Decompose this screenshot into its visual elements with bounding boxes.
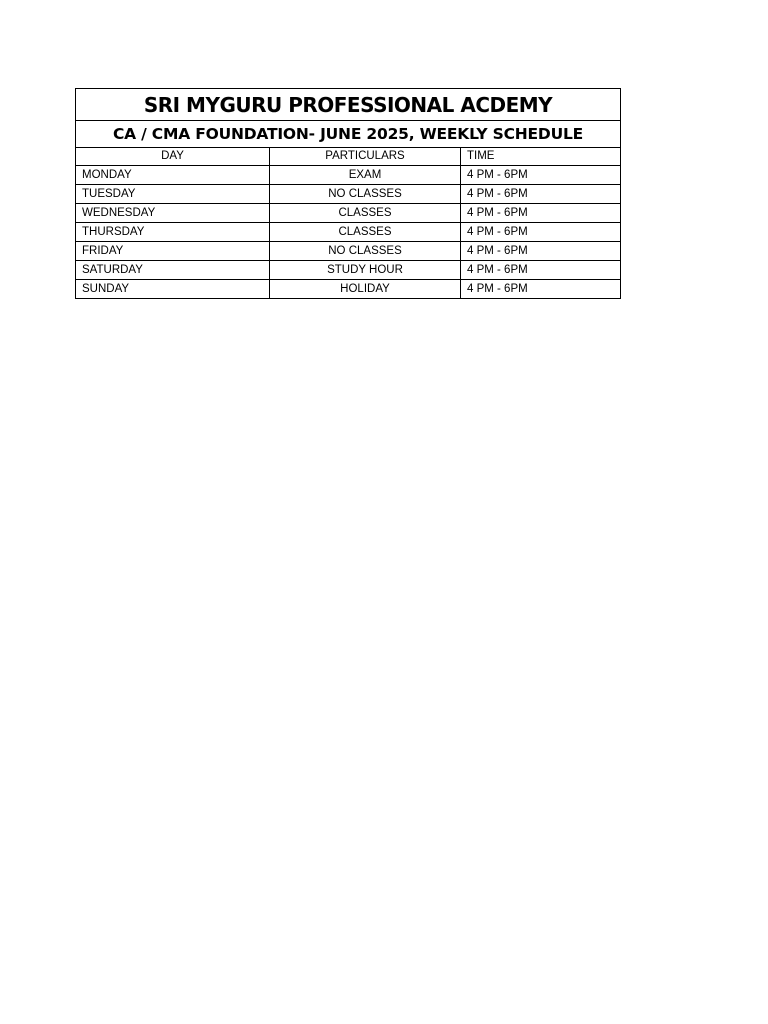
time-cell: 4 PM - 6PM [461,261,621,280]
particulars-cell: CLASSES [270,223,461,242]
day-cell: SUNDAY [76,280,270,299]
particulars-cell: HOLIDAY [270,280,461,299]
particulars-cell: CLASSES [270,204,461,223]
day-cell: MONDAY [76,166,270,185]
column-header-time: TIME [461,148,621,166]
time-cell: 4 PM - 6PM [461,185,621,204]
particulars-cell: STUDY HOUR [270,261,461,280]
time-cell: 4 PM - 6PM [461,242,621,261]
time-cell: 4 PM - 6PM [461,223,621,242]
particulars-cell: NO CLASSES [270,242,461,261]
day-cell: FRIDAY [76,242,270,261]
academy-title: SRI MYGURU PROFESSIONAL ACDEMY [76,89,621,121]
table-row [76,204,621,223]
table-row [76,185,621,204]
particulars-cell: NO CLASSES [270,185,461,204]
day-cell: THURSDAY [76,223,270,242]
weekly-schedule-table [75,88,621,299]
time-cell: 4 PM - 6PM [461,280,621,299]
title-row [76,89,621,121]
schedule-subtitle: CA / CMA FOUNDATION- JUNE 2025, WEEKLY SCHEDULE [76,121,621,148]
day-cell: WEDNESDAY [76,204,270,223]
column-header-day: DAY [76,148,270,166]
day-cell: SATURDAY [76,261,270,280]
time-cell: 4 PM - 6PM [461,204,621,223]
column-header-particulars: PARTICULARS [270,148,461,166]
table-header-row [76,148,621,166]
subtitle-row [76,121,621,148]
table-row [76,223,621,242]
table-row [76,280,621,299]
time-cell: 4 PM - 6PM [461,166,621,185]
table-row [76,166,621,185]
table-row [76,261,621,280]
day-cell: TUESDAY [76,185,270,204]
table-row [76,242,621,261]
particulars-cell: EXAM [270,166,461,185]
